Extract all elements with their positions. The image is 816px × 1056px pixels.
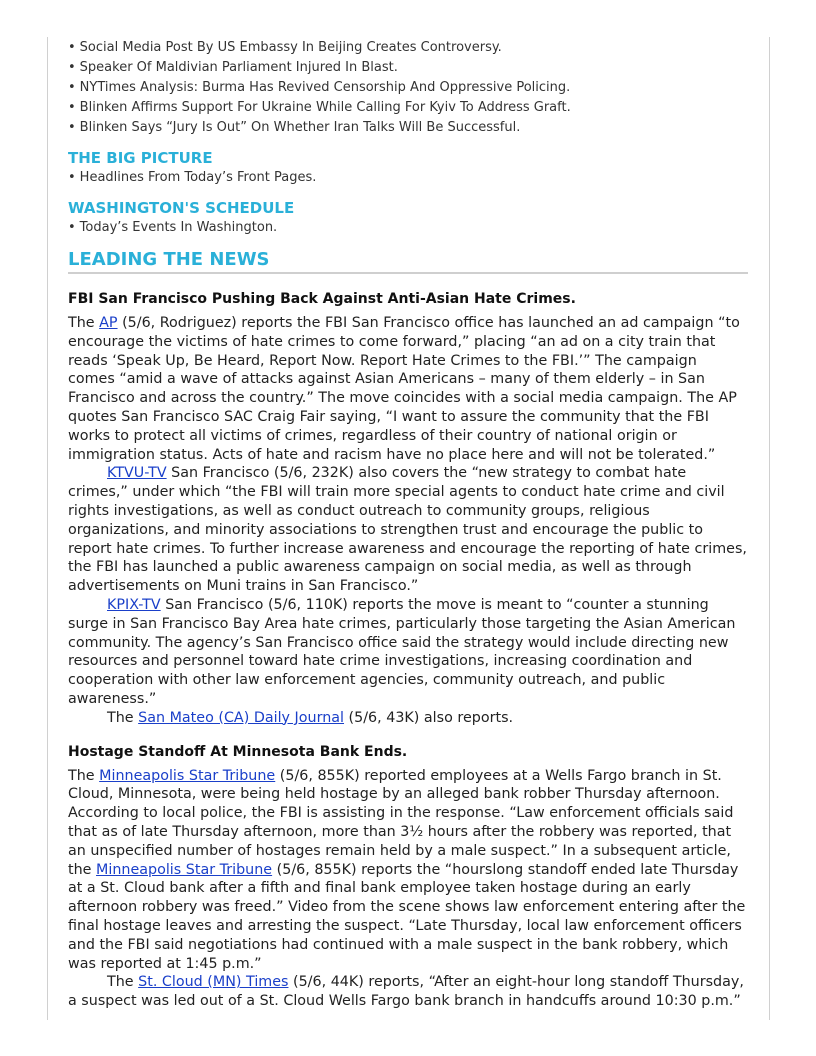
list-item[interactable]: • Blinken Affirms Support For Ukraine While Calling For Kyiv To Address Graft. (68, 100, 571, 115)
washington-schedule-heading: WASHINGTON'S SCHEDULE (68, 199, 295, 217)
list-item[interactable]: • Headlines From Today’s Front Pages. (68, 170, 317, 185)
list-item[interactable]: • NYTimes Analysis: Burma Has Revived Censorship And Oppressive Policing. (68, 80, 571, 95)
source-link-ap[interactable]: AP (99, 315, 118, 331)
source-link-star-tribune[interactable]: Minneapolis Star Tribune (99, 767, 276, 784)
article-paragraph: The AP (5/6, Rodriguez) reports the FBI San Francisco office has launched an ad campaign “to encourage the victims of hate crimes to come forward,” placing “an ad on a city train that reads ‘Speak Up, Be Heard, Report Now. Report Hate Crimes to the FBI.’” The campaign comes “amid a wave of attacks against Asian Americans – many of them elderly – in San Francisco and across the country.” The move coincides with a social media campaign. The AP quotes San Francisco SAC Craig Fair saying, “I want to assure the community that the FBI works to protect all victims of crimes, regardless of their country of national origin or immigration status. Acts of hate and racism have no place here and will not be tolerated.” (68, 315, 740, 463)
source-link-san-mateo[interactable]: San Mateo (CA) Daily Journal (138, 709, 345, 726)
article-paragraph: The St. Cloud (MN) Times (5/6, 44K) reports, “After an eight-hour long standoff Thursday, a suspect was led out of a St. Cloud Wells Fargo bank branch in handcuffs around 10:30 p.m.” (68, 974, 744, 1010)
article-paragraph: The San Mateo (CA) Daily Journal (5/6, 43K) also reports. (107, 709, 514, 726)
schedule-list (68, 218, 748, 238)
article-paragraph: KTVU-TV San Francisco (5/6, 232K) also covers the “new strategy to combat hate crimes,” under which “the FBI will train more special agents to conduct hate crime and civil rights investigations, as well as conduct outreach to community groups, religious organizations, and minority associations to strengthen trust and encourage the public to report hate crimes. To further increase awareness and encourage the reporting of hate crimes, the FBI has launched a public awareness campaign on social media, as well as through advertisements on Muni trains in San Francisco.” (68, 465, 747, 595)
article-paragraph: KPIX-TV San Francisco (5/6, 110K) reports the move is meant to “counter a stunning surge in San Francisco Bay Area hate crimes, particularly those targeting the Asian American community. The agency’s San Francisco office said the strategy would include directing new resources and personnel toward hate crime investigations, increasing coordination and cooperation with other law enforcement agencies, community outreach, and public awareness.” (68, 596, 736, 707)
article-title: FBI San Francisco Pushing Back Against Anti-Asian Hate Crimes. (68, 291, 576, 307)
list-item[interactable]: • Speaker Of Maldivian Parliament Injured In Blast. (68, 60, 398, 75)
big-picture-heading: THE BIG PICTURE (68, 149, 213, 167)
source-link-ktvu[interactable]: KTVU-TV (107, 465, 167, 482)
newsletter-content (68, 37, 748, 1011)
source-link-st-cloud-times[interactable]: St. Cloud (MN) Times (138, 974, 289, 991)
source-link-star-tribune-2[interactable]: Minneapolis Star Tribune (96, 861, 273, 878)
list-item[interactable]: • Today’s Events In Washington. (68, 220, 278, 235)
list-item[interactable]: • Social Media Post By US Embassy In Beijing Creates Controversy. (68, 40, 502, 55)
leading-the-news-heading: LEADING THE NEWS (68, 248, 748, 274)
list-item[interactable]: • Blinken Says “Jury Is Out” On Whether Iran Talks Will Be Successful. (68, 120, 521, 135)
source-link-kpix[interactable]: KPIX-TV (107, 596, 161, 613)
article-paragraph: The Minneapolis Star Tribune (5/6, 855K) reported employees at a Wells Fargo branch in St. Cloud, Minnesota, were being held hostage by an alleged bank robber Thursday afternoon. According to local police, the FBI is assisting in the response. “Law enforcement officials said that as of late Thursday afternoon, more than 3½ hours after the robbery was reported, that an unspecified number of hostages remain held by a male suspect.” In a subsequent article, the Minneapolis Star Tribune (5/6, 855K) reports the “hourslong standoff ended late Thursday at a St. Cloud bank after a fifth and final bank employee taken hostage during an early afternoon robbery was freed.” Video from the scene shows law enforcement entering after the final hostage leaves and arresting the suspect. “Late Thursday, local law enforcement officers and the FBI said negotiations had continued with a male suspect in the bank robbery, which was reported at 1:45 p.m.” (68, 767, 746, 972)
top-bullet-list (68, 38, 748, 138)
article-title: Hostage Standoff At Minnesota Bank Ends. (68, 743, 408, 760)
big-picture-list (68, 168, 748, 188)
